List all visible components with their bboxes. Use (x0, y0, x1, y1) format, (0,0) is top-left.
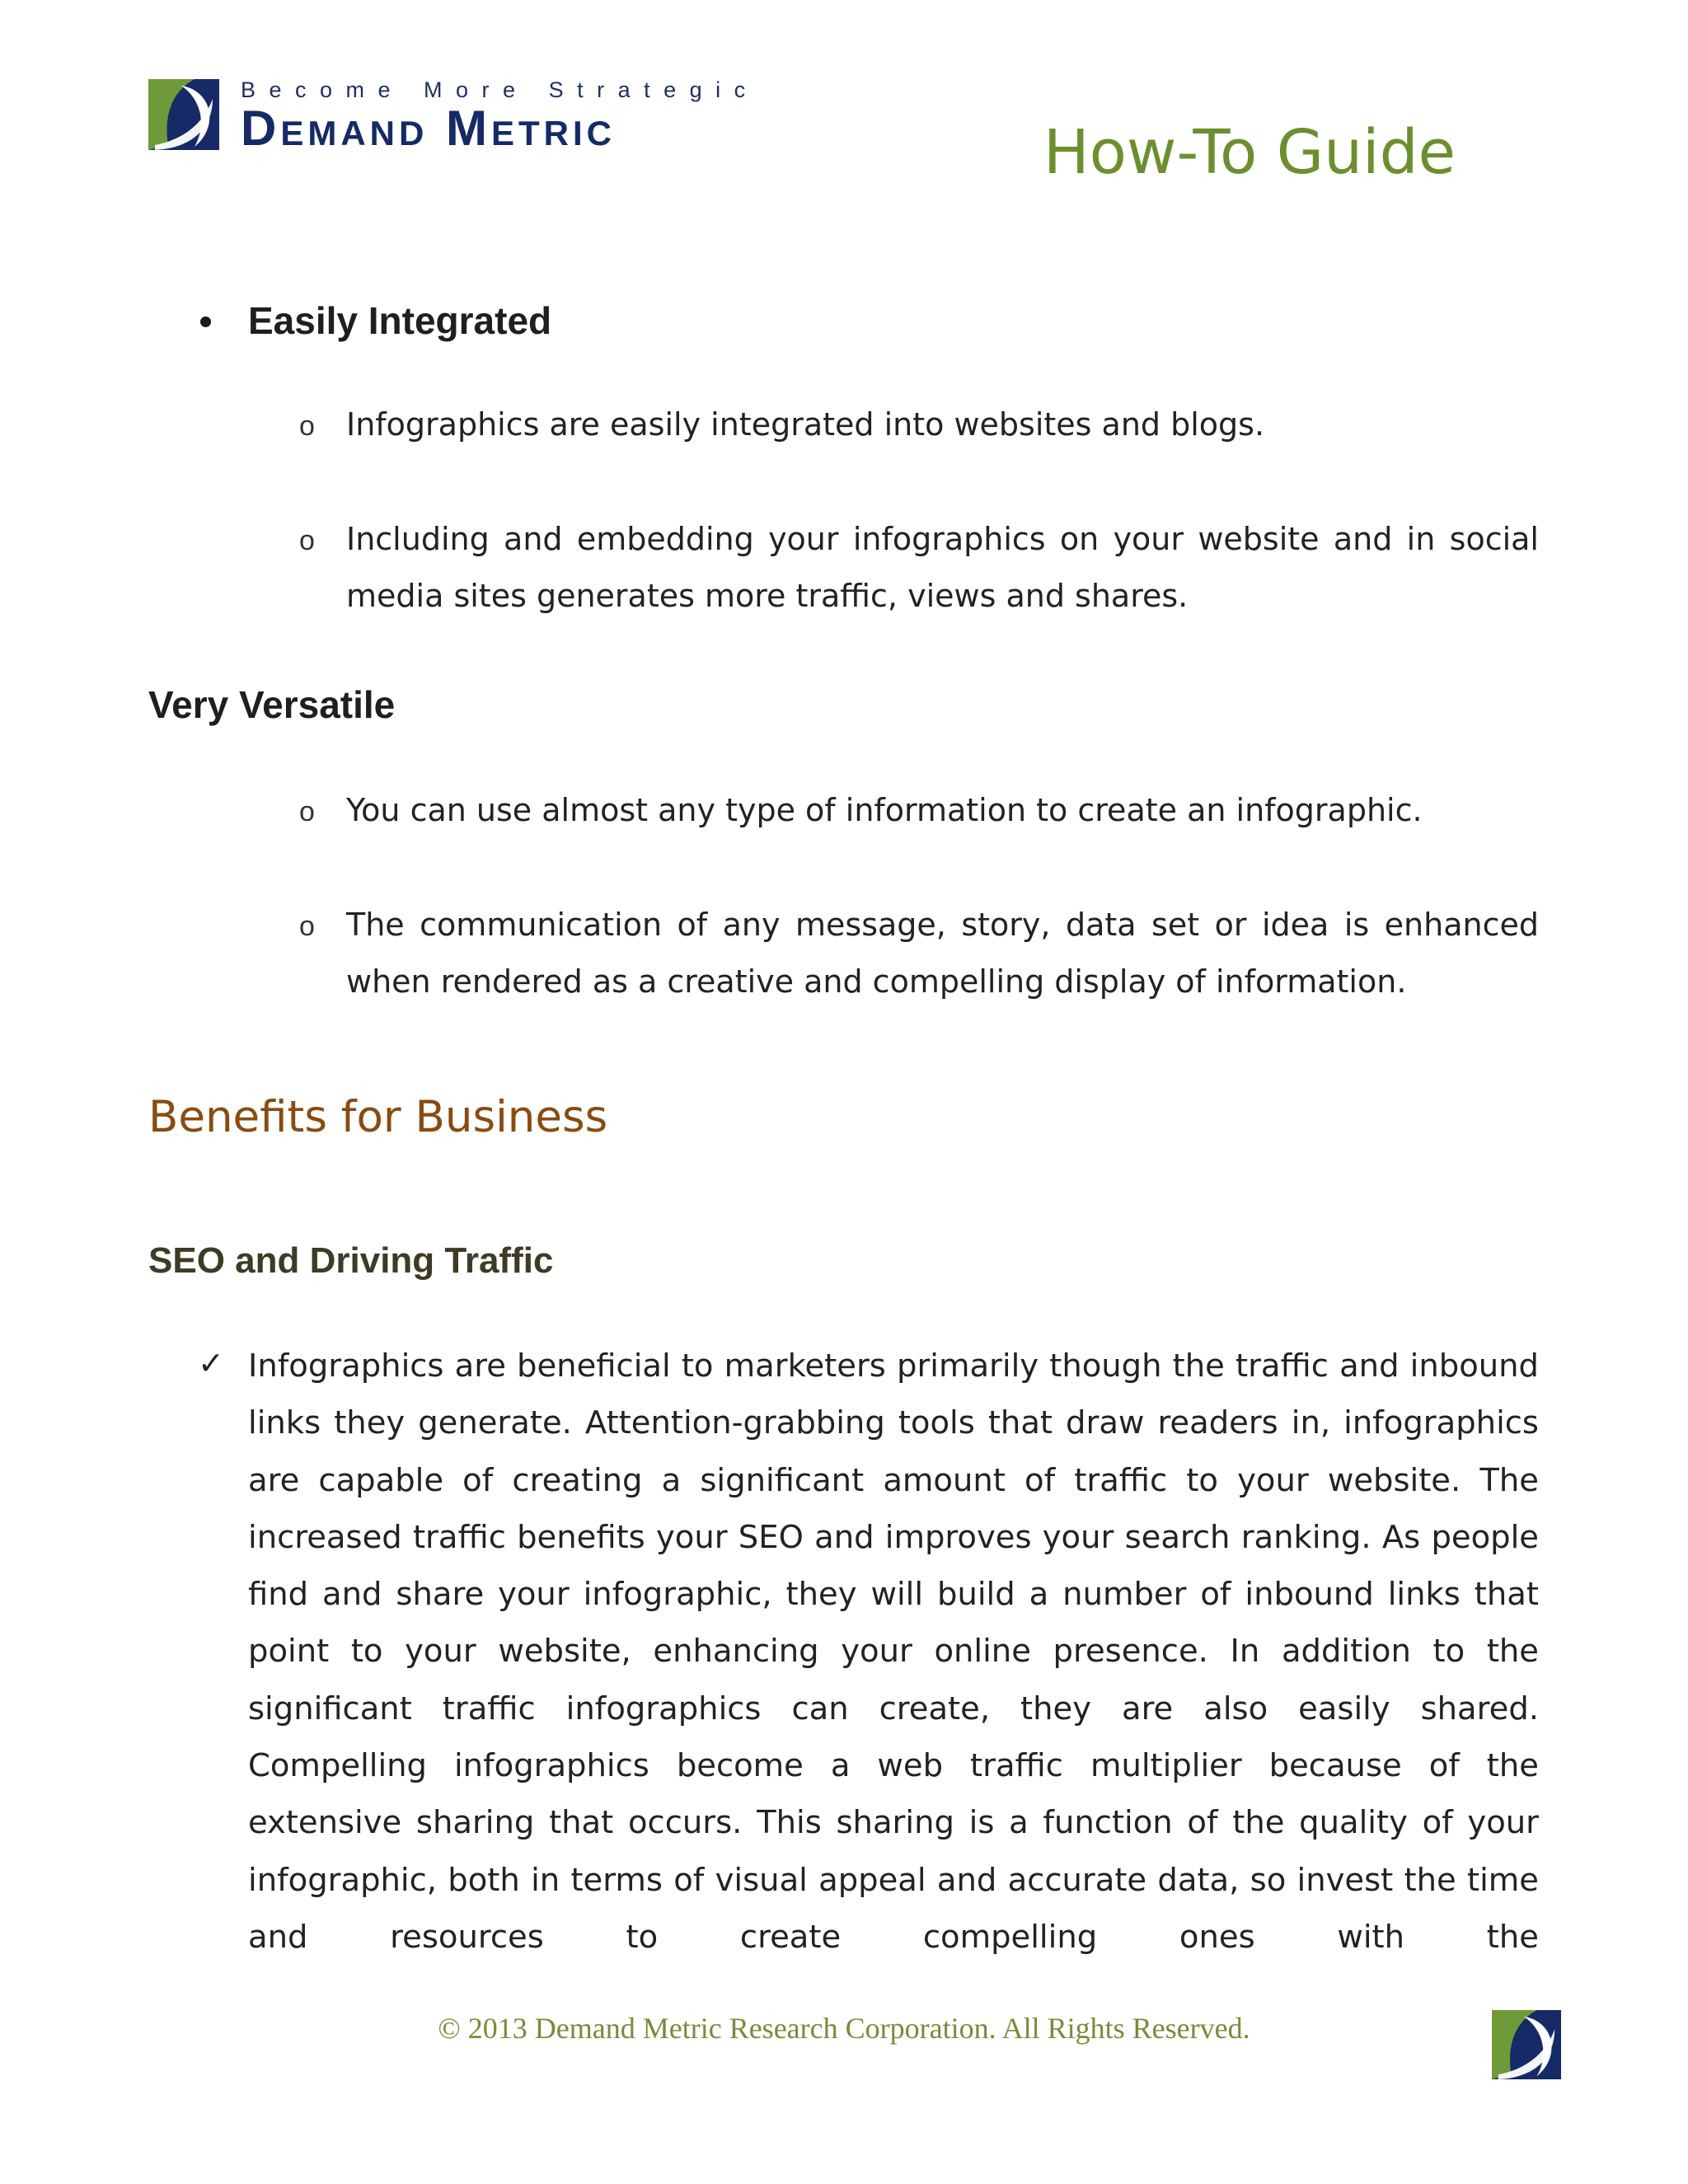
footer-copyright: © 2013 Demand Metric Research Corporation. All Rights Reserved. (438, 2012, 1250, 2045)
section-title-benefits: Benefits for Business (148, 1092, 608, 1142)
brand-tagline: Become More Strategic (241, 77, 759, 102)
heading-seo-driving-traffic: SEO and Driving Traffic (148, 1240, 554, 1281)
bullet-dot-icon (200, 316, 211, 327)
list-item: You can use almost any type of information to create an infographic. (346, 792, 1423, 828)
footer-logo-icon (1492, 2009, 1561, 2080)
list-item: Infographics are easily integrated into websites and blogs. (346, 406, 1265, 443)
seo-paragraph: Infographics are beneficial to marketers primarily though the traffic and inbound links they generate. Attention-grabbing tools that draw readers in, infographics are capable of creating a significant amount of traffic to your website. The increased traffic benefits your SEO and improves your search ranking. As people find and share your infographic, they will build a number of inbound links that point to your website, enhancing your online presence. In addition to the significant traffic infographics can create, they are also easily shared. Compelling infographics become a web traffic multiplier because of the extensive sharing that occurs. This sharing is a function of the quality of your infographic, both in terms of visual appeal and accurate data, so invest the time and resources to create compelling ones with the (248, 1347, 1539, 1956)
hollow-bullet-icon: o (299, 796, 315, 827)
hollow-bullet-icon: o (299, 525, 315, 556)
brand-name (241, 101, 616, 156)
heading-easily-integrated: Easily Integrated (248, 299, 552, 342)
list-item: Including and embedding your infographics on your website and in social media sites generates more traffic, views and shares. (346, 521, 1539, 614)
hollow-bullet-icon: o (299, 911, 315, 942)
guide-title: How-To Guide (1043, 117, 1456, 188)
list-item: The communication of any message, story, data set or idea is enhanced when rendered as a creative and compelling display of information. (346, 907, 1539, 1000)
hollow-bullet-icon: o (299, 410, 315, 442)
demand-metric-logo-icon (148, 79, 219, 150)
heading-very-versatile: Very Versatile (148, 683, 396, 726)
check-mark-icon: ✓ (198, 1345, 224, 1381)
brand-name-text: Demand Metric (241, 101, 616, 156)
